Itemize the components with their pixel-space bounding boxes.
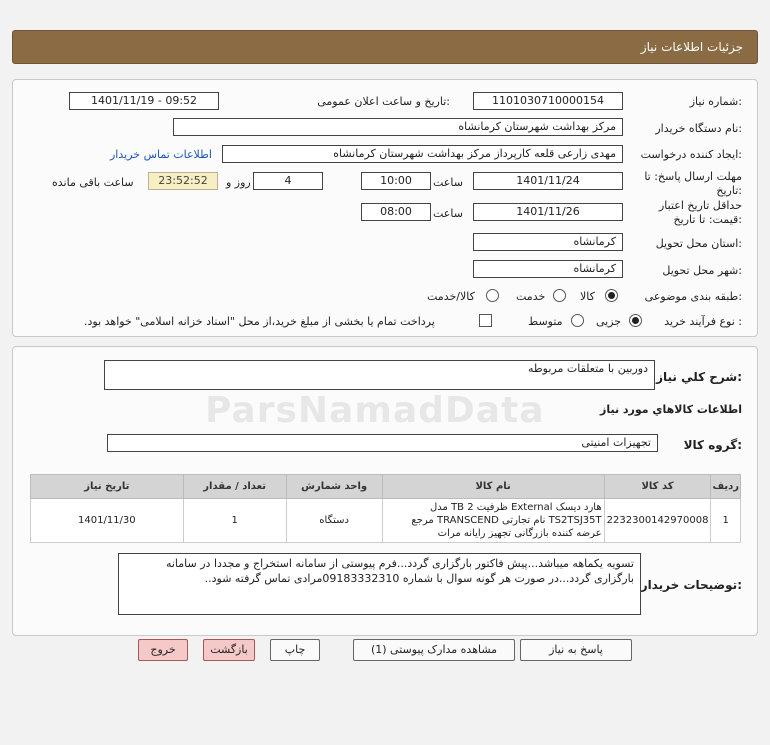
summary-field: دوربین با متعلقات مربوطه <box>104 360 655 390</box>
validity-label-line1: حداقل تاریخ اعتبار <box>658 199 742 212</box>
cell-qty: 1 <box>183 499 286 543</box>
col-name: نام کالا <box>382 475 604 499</box>
category-radio-goods-service[interactable] <box>486 289 499 302</box>
watermark: ParsNamadData <box>205 390 545 431</box>
page-header <box>12 30 758 64</box>
goods-group-field: تجهیزات امنیتی <box>107 434 658 452</box>
city-label: شهر محل تحویل: <box>662 264 742 277</box>
category-radio-service[interactable] <box>553 289 566 302</box>
category-radio-goods[interactable] <box>605 289 618 302</box>
col-date: تاریخ نیاز <box>31 475 184 499</box>
validity-time-label: ساعت <box>433 207 463 220</box>
items-table <box>30 474 741 543</box>
notes-label: توضیحات خریدار: <box>640 578 742 592</box>
days-field: 4 <box>253 172 323 190</box>
contact-buyer-link[interactable]: اطلاعات تماس خریدار <box>110 148 212 161</box>
process-option-minor: جزیی <box>596 315 622 328</box>
category-label: طبقه بندی موضوعی: <box>644 290 742 303</box>
province-label: استان محل تحویل: <box>655 237 742 250</box>
summary-label: شرح کلي نياز: <box>656 370 742 384</box>
process-radio-minor[interactable] <box>629 314 642 327</box>
goods-info-title: اطلاعات کالاهاي مورد نياز <box>600 403 742 416</box>
need-number-field: 1101030710000154 <box>473 92 623 110</box>
exit-button[interactable]: خروج <box>138 639 188 661</box>
province-field: کرمانشاه <box>473 233 623 251</box>
col-code: کد کالا <box>604 475 711 499</box>
requester-label: ایجاد کننده درخواست: <box>640 148 742 161</box>
cell-row: 1 <box>711 499 741 543</box>
treasury-payment-checkbox[interactable] <box>479 314 492 327</box>
category-option-service: خدمت <box>516 290 546 303</box>
announce-label: تاریخ و ساعت اعلان عمومی: <box>317 95 450 108</box>
announce-field: 1401/11/19 - 09:52 <box>69 92 219 110</box>
deadline-time-label: ساعت <box>433 176 463 189</box>
treasury-payment-note: پرداخت تمام یا بخشی از مبلغ خرید،از محل "اسناد خزانه اسلامی" خواهد بود. <box>84 315 435 328</box>
category-option-goods-service: کالا/خدمت <box>427 290 475 303</box>
cell-unit: دستگاه <box>286 499 382 543</box>
category-option-goods: کالا <box>580 290 595 303</box>
print-button[interactable]: چاپ <box>270 639 320 661</box>
city-field: کرمانشاه <box>473 260 623 278</box>
cell-name: هارد دیسک External ظرفیت 2 TB مدل TS2TSJ35T نام تجارتی TRANSCEND مرجع عرضه کننده بازرگانی تجهیز رایانه مرات <box>382 499 604 543</box>
table-row <box>31 499 741 543</box>
remaining-time-field: 23:52:52 <box>148 172 218 190</box>
validity-time-field: 08:00 <box>361 203 431 221</box>
goods-group-label: گروه کالا: <box>683 438 742 452</box>
validity-label <box>659 199 742 227</box>
days-label: روز و <box>226 176 251 189</box>
deadline-label-line1: مهلت ارسال پاسخ: تا <box>644 170 742 183</box>
requester-field: مهدی زارعی قلعه کارپرداز مرکز بهداشت شهرستان کرمانشاه <box>222 145 623 163</box>
buyer-org-field: مرکز بهداشت شهرستان کرمانشاه <box>173 118 623 136</box>
page-title: جزئیات اطلاعات نیاز <box>640 40 743 54</box>
col-unit: واحد شمارش <box>286 475 382 499</box>
remaining-label: ساعت باقی مانده <box>52 176 134 189</box>
cell-date: 1401/11/30 <box>31 499 184 543</box>
process-radio-medium[interactable] <box>571 314 584 327</box>
col-row: ردیف <box>711 475 741 499</box>
deadline-label <box>644 170 742 198</box>
cell-code: 2232300142970008 <box>604 499 711 543</box>
reply-button[interactable]: پاسخ به نیاز <box>520 639 632 661</box>
notes-field: تسویه یکماهه میباشد...پیش فاکتور بارگزاری گردد...فرم پیوستی از سامانه استخراج و مجددا در سامانه بارگزاری گردد...در صورت هر گونه سوال با شماره 09183332310مرادی تماس گرفته شود.. <box>118 553 641 615</box>
need-number-label: شماره نیاز: <box>689 95 742 108</box>
validity-label-line2: قیمت: تا تاریخ: <box>673 213 742 226</box>
table-header-row <box>31 475 741 499</box>
back-button[interactable]: بازگشت <box>203 639 255 661</box>
validity-date-field: 1401/11/26 <box>473 203 623 221</box>
process-label: نوع فرآیند خرید : <box>664 315 742 328</box>
deadline-label-line2: تاریخ: <box>716 184 742 197</box>
attachments-button[interactable]: مشاهده مدارک پیوستی (1) <box>353 639 515 661</box>
deadline-date-field: 1401/11/24 <box>473 172 623 190</box>
col-qty: تعداد / مقدار <box>183 475 286 499</box>
buyer-org-label: نام دستگاه خریدار: <box>655 122 742 135</box>
process-option-medium: متوسط <box>528 315 563 328</box>
deadline-time-field: 10:00 <box>361 172 431 190</box>
